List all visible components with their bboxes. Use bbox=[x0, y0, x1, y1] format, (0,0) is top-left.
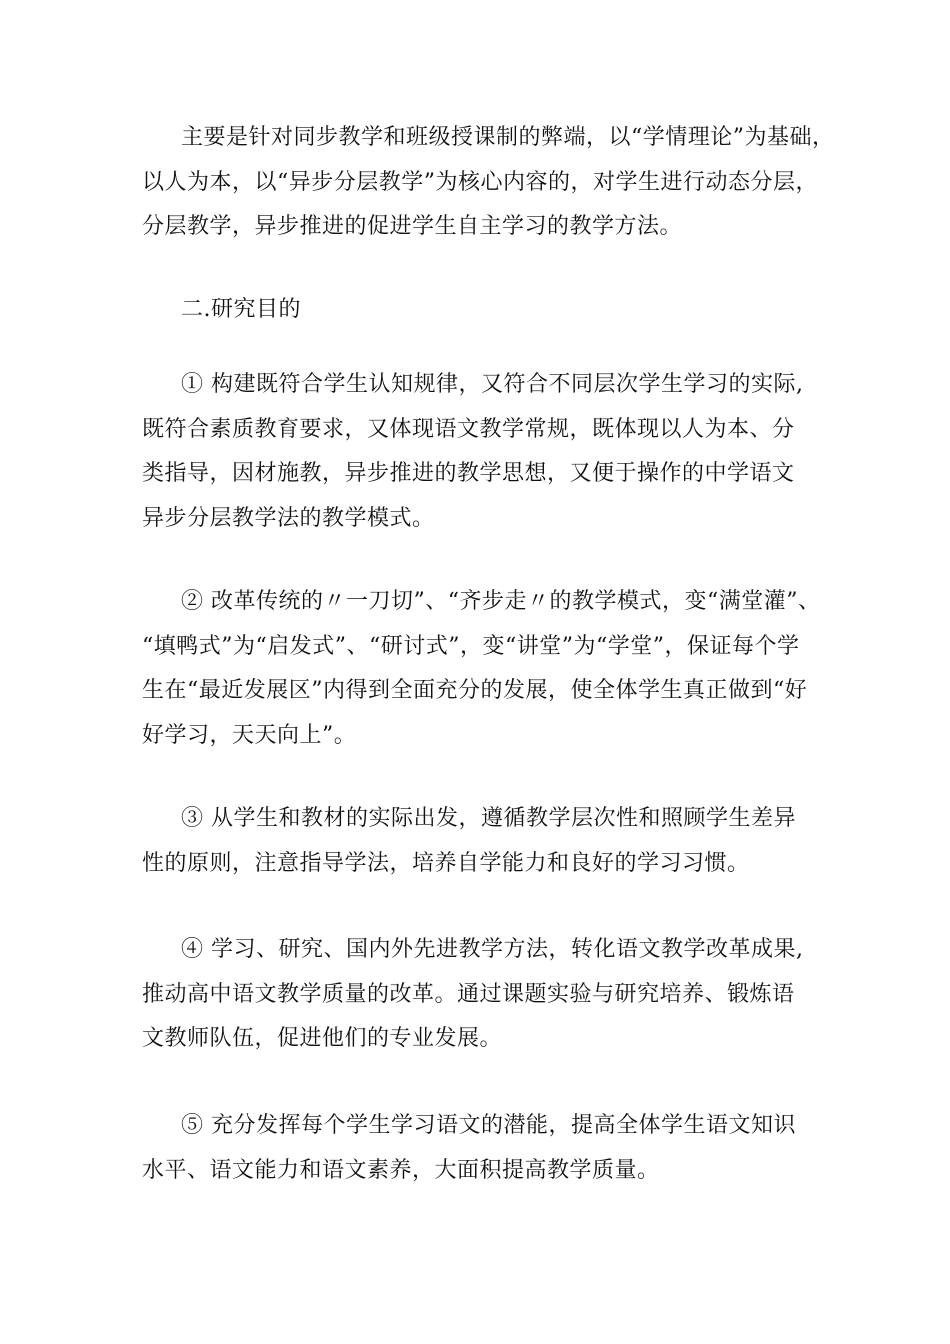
paragraph-goal-2 bbox=[142, 580, 822, 758]
text-line: 以人为本，以“异步分层教学”为核心内容的，对学生进行动态分层， bbox=[142, 169, 818, 195]
heading-text: 二.研究目的 bbox=[181, 297, 301, 322]
text-line: 文教师队伍，促进他们的专业发展。 bbox=[142, 1026, 503, 1051]
text-line: 异步分层教学法的教学模式。 bbox=[142, 505, 435, 531]
text-line: 生在“最近发展区”内得到全面充分的发展，使全体学生真正做到“好 bbox=[142, 678, 808, 703]
text-line: 既符合素质教育要求，又体现语文教学常规，既体现以人为本、分 bbox=[142, 416, 795, 442]
paragraph-goal-1 bbox=[142, 363, 822, 541]
text-line: ① 构建既符合学生认知规律，又符合不同层次学生学习的实际, bbox=[181, 372, 804, 397]
text-line: 好学习，天天向上”。 bbox=[142, 722, 357, 748]
text-line: “填鸭式”为“启发式”、“研讨式”，变“讲堂”为“学堂”，保证每个学 bbox=[142, 633, 800, 659]
paragraph-goal-5 bbox=[142, 1104, 822, 1193]
paragraph-goal-4 bbox=[142, 928, 822, 1062]
text-line: 主要是针对同步教学和班级授课制的弊端，以“学情理论”为基础， bbox=[181, 125, 835, 150]
section-heading bbox=[142, 288, 822, 333]
text-line: ③ 从学生和教材的实际出发，遵循教学层次性和照顾学生差异 bbox=[181, 806, 796, 831]
text-line: 类指导，因材施教，异步推进的教学思想，又便于操作的中学语文 bbox=[142, 461, 795, 486]
paragraph-goal-3 bbox=[142, 797, 822, 886]
text-line: ⑤ 充分发挥每个学生学习语文的潜能，提高全体学生语文知识 bbox=[181, 1113, 796, 1138]
text-line: 推动高中语文教学质量的改革。通过课题实验与研究培养、锻炼语 bbox=[142, 981, 795, 1007]
paragraph-intro bbox=[142, 116, 835, 250]
text-line: 分层教学，异步推进的促进学生自主学习的教学方法。 bbox=[142, 214, 683, 239]
text-line: ② 改革传统的〃一刀切”、“齐步走〃的教学模式，变“满堂灌”、 bbox=[181, 589, 821, 614]
text-line: 性的原则，注意指导学法，培养自学能力和良好的学习习惯。 bbox=[142, 850, 750, 876]
text-line: 水平、语文能力和语文素养，大面积提高教学质量。 bbox=[142, 1157, 660, 1183]
text-line: ④ 学习、研究、国内外先进教学方法，转化语文教学改革成果, bbox=[181, 937, 804, 962]
